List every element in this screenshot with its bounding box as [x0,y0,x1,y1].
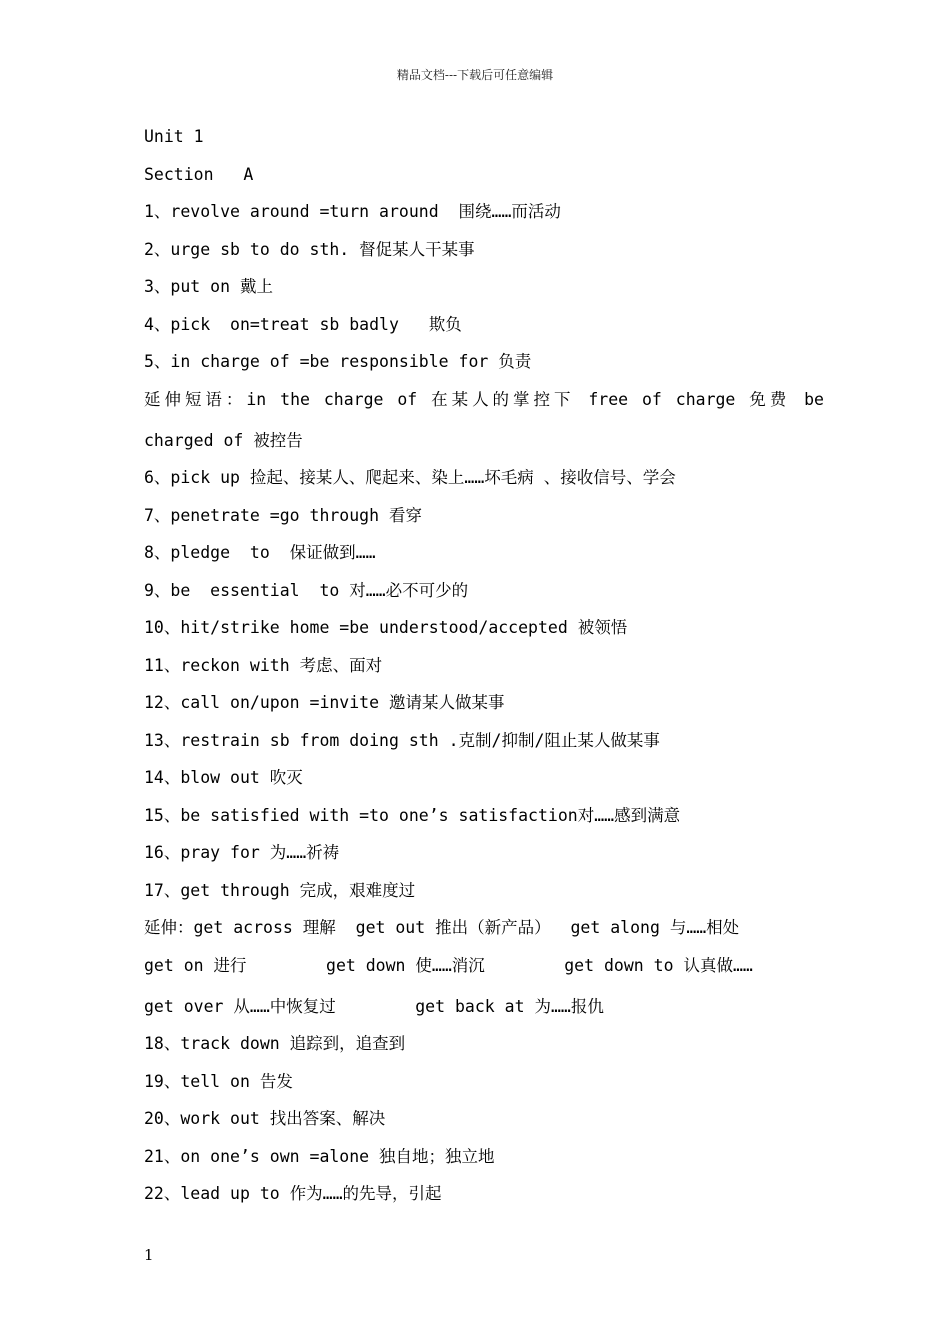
vocab-line: 14、blow out 吹灭 [144,768,303,787]
vocab-line: 22、lead up to 作为……的先导，引起 [144,1184,442,1203]
vocab-line: 16、pray for 为……祈祷 [144,843,340,862]
vocab-line: 6、pick up 捡起、接某人、爬起来、染上……坏毛病 、接收信号、学会 [144,468,676,487]
unit-title: Unit 1 [144,127,204,146]
vocab-line: 7、penetrate =go through 看穿 [144,505,422,525]
document-body [144,124,824,1219]
vocab-line: 10、hit/strike home =be understood/accepted 被领悟 [144,618,628,637]
page-number: 1 [144,1246,154,1264]
vocab-line: 5、in charge of =be responsible for 负责 [144,352,532,371]
vocab-line: 8、pledge to 保证做到…… [144,543,376,562]
vocab-line: 21、on one’s own =alone 独自地；独立地 [144,1146,495,1166]
vocab-line: 15、be satisfied with =to one’s satisfaction对……感到满意 [144,805,681,825]
extension-line: get on 进行 get down 使……消沉 get down to 认真做…… [144,955,753,975]
extension-line: charged of 被控告 [144,430,303,450]
vocab-line: 17、get through 完成，艰难度过 [144,880,416,900]
vocab-line: 9、be essential to 对……必不可少的 [144,580,469,600]
vocab-line: 12、call on/upon =invite 邀请某人做某事 [144,693,505,712]
vocab-line: 13、restrain sb from doing sth .克制/抑制/阻止某人做某事 [144,730,660,750]
vocab-line: 3、put on 戴上 [144,277,273,296]
vocab-line: 18、track down 追踪到，追查到 [144,1034,406,1053]
vocab-line: 1、revolve around =turn around 围绕……而活动 [144,202,561,221]
section-title: Section A [144,164,254,184]
vocab-line: 2、urge sb to do sth. 督促某人干某事 [144,239,475,259]
vocab-line: 11、reckon with 考虑、面对 [144,655,383,675]
vocab-line: 4、pick on=treat sb badly 欺负 [144,314,462,334]
vocab-line: 20、work out 找出答案、解决 [144,1109,386,1128]
extension-line: get over 从……中恢复过 get back at 为……报仇 [144,996,604,1016]
extension-line: 延伸短语：in the charge of 在某人的掌控下 free of charge 免费 be [144,389,824,409]
vocab-line: 19、tell on 告发 [144,1071,293,1091]
page-header: 精品文档---下载后可任意编辑 [396,68,554,82]
extension-line: 延伸：get across 理解 get out 推出（新产品） get along 与……相处 [144,918,740,937]
